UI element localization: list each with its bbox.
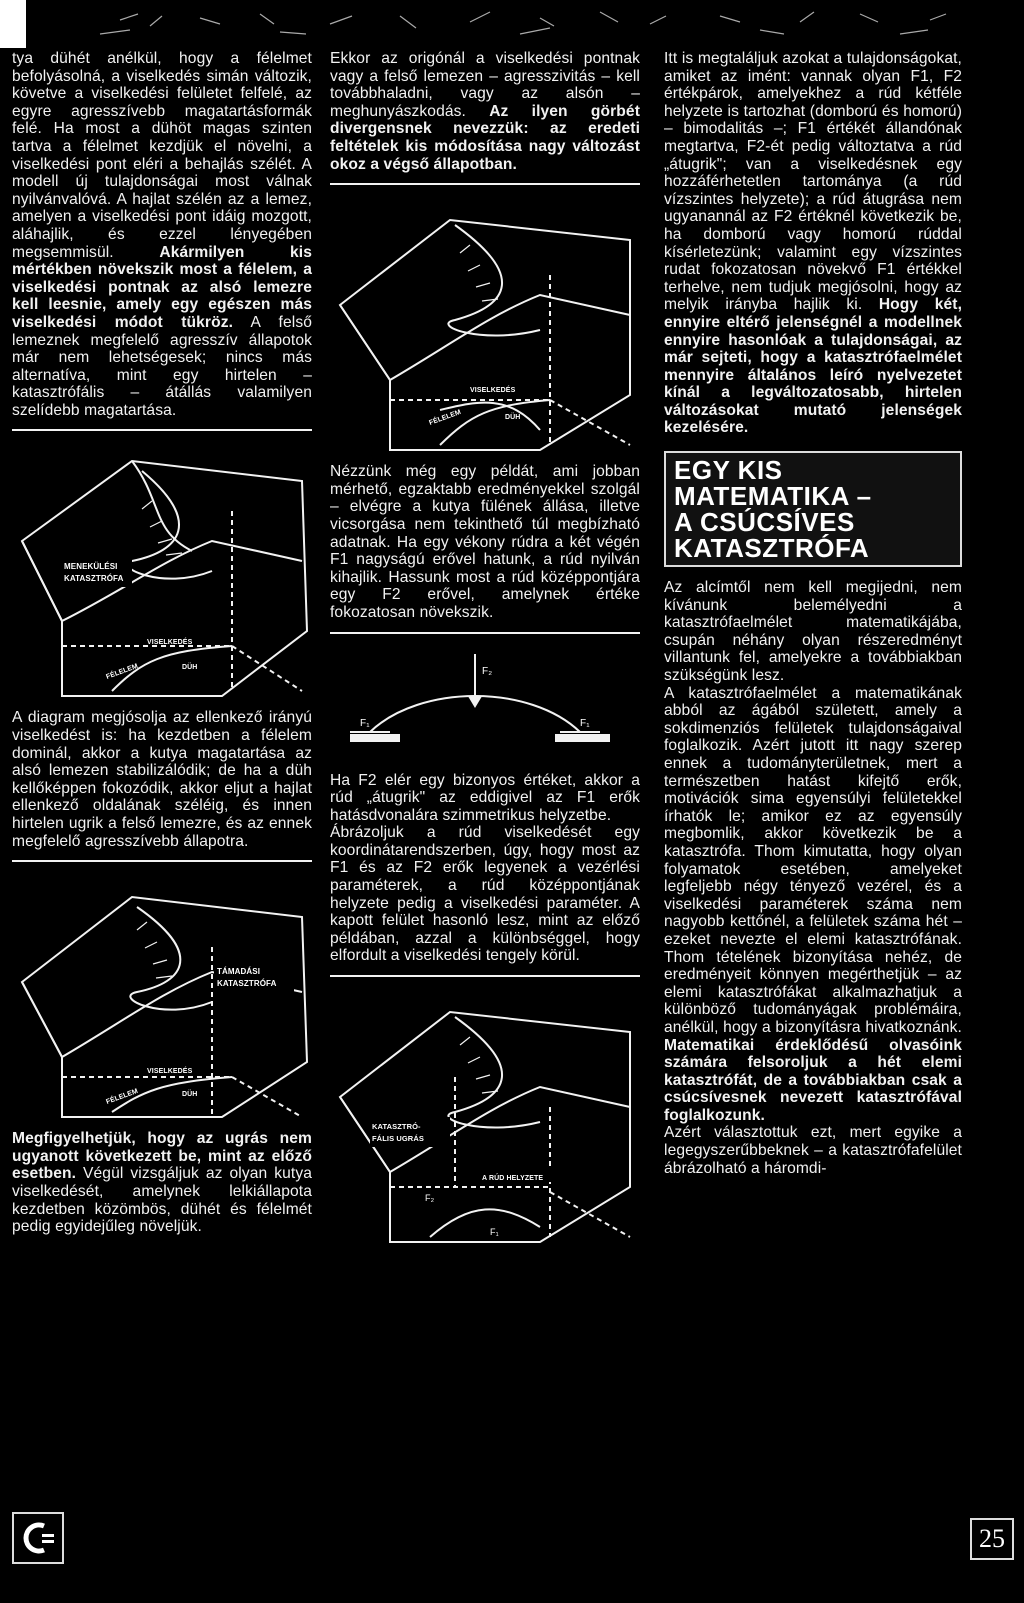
- svg-text:F₁: F₁: [580, 717, 590, 729]
- rod-cusp-surface-figure: [330, 987, 640, 1247]
- cusp-surface-figure-attack: [12, 872, 312, 1122]
- divider: [330, 632, 640, 634]
- col2-paragraph-3: Ha F2 elér egy bizonyos értéket, akkor a rúd „átugrik" az eddigivel az F1 erők hatásdvonalára szimmetrikus helyzetbe.: [330, 771, 640, 824]
- svg-text:DÜH: DÜH: [182, 1091, 198, 1099]
- svg-text:FÉLELEM: FÉLELEM: [105, 1088, 140, 1107]
- svg-text:A RÚD HELYZETE: A RÚD HELYZETE: [482, 1175, 544, 1183]
- col2-paragraph-1: Ekkor az origónál a viselkedési pontnak vagy a felső lemezen – agresszivitás – kell továbbhaladni, vagy az alsón – meghunyászkodás. Az ilyen görbét divergensnek nevezzük: az eredeti feltételek kis módosítása nagy változást okoz a végső állapotban.: [330, 50, 640, 173]
- section-heading: EGY KIS MATEMATIKA – A CSÚCSÍVES KATASZTRÓFA: [664, 451, 962, 567]
- col1-paragraph-2: A diagram megjósolja az ellenkező irányú viselkedést is: ha kezdetben a félelem dominál, akkor a kutya magatartása az alsó lemezen stabilizálódik; de ha a düh kellőképpen fokozódik, akkor eljut a hajlat ellenkező oldalának széléig, és innen hirtelen ugrik a felső lemezre, és az ennek megfelelő agresszívebb állapotra.: [12, 709, 312, 850]
- svg-text:FÉLELEM: FÉLELEM: [428, 409, 463, 428]
- svg-text:F₁: F₁: [490, 1227, 499, 1238]
- cusp-surface-figure-escape: [12, 441, 312, 701]
- divider: [330, 975, 640, 977]
- col3-paragraph-2: Az alcímtől nem kell megijedni, nem kívánunk belemélyedni a katasztrófaelmélet matematikájába, csupán néhány olyan részeredményt villantunk fel, amelyekre a továbbiakban szükségünk lesz.: [664, 579, 962, 685]
- divider: [330, 183, 640, 185]
- svg-text:DÜH: DÜH: [182, 664, 198, 672]
- svg-text:KATASZTRÓ-: KATASZTRÓ-: [372, 1122, 421, 1132]
- svg-text:KATASZTRÓFA: KATASZTRÓFA: [217, 979, 277, 989]
- col1-paragraph-1: tya dühét anélkül, hogy a félelmet befolyásolná, a viselkedés simán változik, követve a viselkedési felületet felfelé, az egyre agresszívebb magatartásformák felé. Ha most a dühöt magas szinten tartva a félelmet kezdjük el növelni, a viselkedési pont eléri a behajlás szélét. A modell új tulajdonságai most válnak nyilvánvalóvá. A hajlat szélén az a lemez, amelyen a viselkedési pont idáig mozgott, aláhajlik, és ezzel lényegében megsemmisül. Akármilyen kis mértékben növekszik most a félelem, a viselkedési pontnak az alsó lemezre kell leesnie, amely egy egészen más viselkedési módot tükröz. A felső lemeznek megfelelő agresszív állapotok már nem lehetségesek; nincs más alternatíva, mint egy hirtelen – katasztrófális – átállás valamilyen szelídebb magatartása.: [12, 50, 312, 419]
- col3-paragraph-1: Itt is megtaláljuk azokat a tulajdonságokat, amiket az imént: vannak olyan F1, F2 értékpárok, amelyekhez a rúd kétféle helyzete is tartozhat (domború és homorú) – bimodalitás –; F1 értékét állandónak megtartva, F2-ét pedig változtatva a rúd „átugrik"; van a viselkedésnek egy hozzáférhetetlen tartománya (a rúd vízszintes helyzete); a rúd átugrása nem ugyanannál az F2 értéknél következik be, ha domború vagy homorú rúddal kísérletezünk; valamint egy vízszintes rudat fokozatosan növekvő F1 értékkel terhelve, nem tudjuk megjósolni, hogy az melyik irányba hajlik ki. Hogy két, ennyire eltérő jelenségnél a modellnek ennyire hasonlóak a tulajdonságai, az már sejteti, hogy a katasztrófaelmélet mennyire általános leíró nyelvezetet kínál a legváltozatosabb, hirtelen változásokat mutató jelenségek kezelésére.: [664, 50, 962, 437]
- column-2: [330, 50, 640, 1255]
- rod-diagram: [330, 644, 640, 764]
- svg-text:F₁: F₁: [360, 717, 370, 729]
- cusp-surface-figure-divergence: [330, 195, 640, 455]
- svg-text:TÁMADÁSI: TÁMADÁSI: [217, 967, 261, 977]
- svg-text:MENEKÜLÉSI: MENEKÜLÉSI: [64, 562, 118, 572]
- col2-paragraph-2: Nézzünk még egy példát, ami jobban mérhető, egzaktabb eredményekkel szolgál – elvégre a kutya fülének állása, illetve vicsorgása nem tekinthető túl megbízható adatnak. Ha egy vékony rúdra a két végén F1 nagyságú erővel hatunk, a rúd nyilván kihajlik. Hassunk most a rúd középpontjára egy F2 erővel, amelynek értéke fokozatosan növekszik.: [330, 463, 640, 621]
- column-3: [664, 50, 962, 1177]
- svg-text:KATASZTRÓFA: KATASZTRÓFA: [64, 574, 124, 584]
- svg-text:VISELKEDÉS: VISELKEDÉS: [147, 1068, 193, 1076]
- svg-text:VISELKEDÉS: VISELKEDÉS: [470, 387, 516, 395]
- page-number: 25: [970, 1518, 1014, 1560]
- top-decorative-band: [0, 0, 1024, 42]
- svg-text:F₂: F₂: [425, 1193, 435, 1204]
- svg-text:FÉLELEM: FÉLELEM: [105, 663, 140, 682]
- svg-text:FÁLIS UGRÁS: FÁLIS UGRÁS: [372, 1134, 424, 1144]
- divider: [12, 429, 312, 431]
- col3-paragraph-3: A katasztrófaelmélet a matematikának abból az ágából született, amely a sokdimenziós felületek tulajdonságaival foglalkozik. Azért jutott itt nagy szerep ennek a tudományterületnek, mert a természetben hatást kifejtő erők, motivációk sima egyensúlyi felületekkel írhatók le; amikor ez az egyensúly megbomlik, akkor következik be a katasztrófa. Thom kimutatta, hogy olyan folyamatok esetében, amelyeket legfeljebb négy tényező vezérel, és a viselkedési paraméterek száma nem nagyobb kettőnél, a felületek száma hét – ezeket nevezte el elemi katasztrófának. Thom tételének bizonyítása nehéz, de eredményeit könnyen megérthetjük – az elemi katasztrófákat alkalmazhatjuk a különböző tudományágak problémáira, anélkül, hogy a bizonyításra hivatkoznánk. Matematikai érdeklődésű olvasóink számára felsoroljuk a hét elemi katasztrófát, de a továbbiakban csak a csúcsívesnek nevezett katasztrófával foglalkozunk.: [664, 684, 962, 1124]
- col2-paragraph-4: Ábrázoljuk a rúd viselkedését egy koordinátarendszerben, úgy, hogy most az F1 és az F2 erők legyenek a vezérlési paraméterek, a rúd középpontjának helyzete pedig a viselkedési paraméter. A kapott felület hasonló lesz, mint az előző példában, azzal a különbséggel, hogy elfordult a viselkedési tengely körül.: [330, 824, 640, 965]
- svg-text:F₂: F₂: [482, 665, 493, 677]
- svg-text:VISELKEDÉS: VISELKEDÉS: [147, 639, 193, 647]
- magazine-logo-icon: [12, 1512, 64, 1564]
- column-1: [12, 50, 312, 1236]
- col1-bold-statement: Akármilyen kis mértékben növekszik most a félelem, a viselkedési pontnak az alsó lemezre kell leesnie, amely egy egészen más viselkedési módot tükröz.: [12, 243, 312, 331]
- divider: [12, 860, 312, 862]
- svg-text:DÜH: DÜH: [505, 414, 521, 422]
- col1-paragraph-3: Megfigyelhetjük, hogy az ugrás nem ugyanott következett be, mint az előző esetben. Végül vizsgáljuk az olyan kutya viselkedését, amelynek lelkiállapota kezdetben közömbös, dühét és félelmét pedig egyidejűleg növeljük.: [12, 1130, 312, 1236]
- col3-paragraph-4: Azért választottuk ezt, mert egyike a legegyszerűbbeknek – a katasztrófafelület ábrázolható a háromdi-: [664, 1124, 962, 1177]
